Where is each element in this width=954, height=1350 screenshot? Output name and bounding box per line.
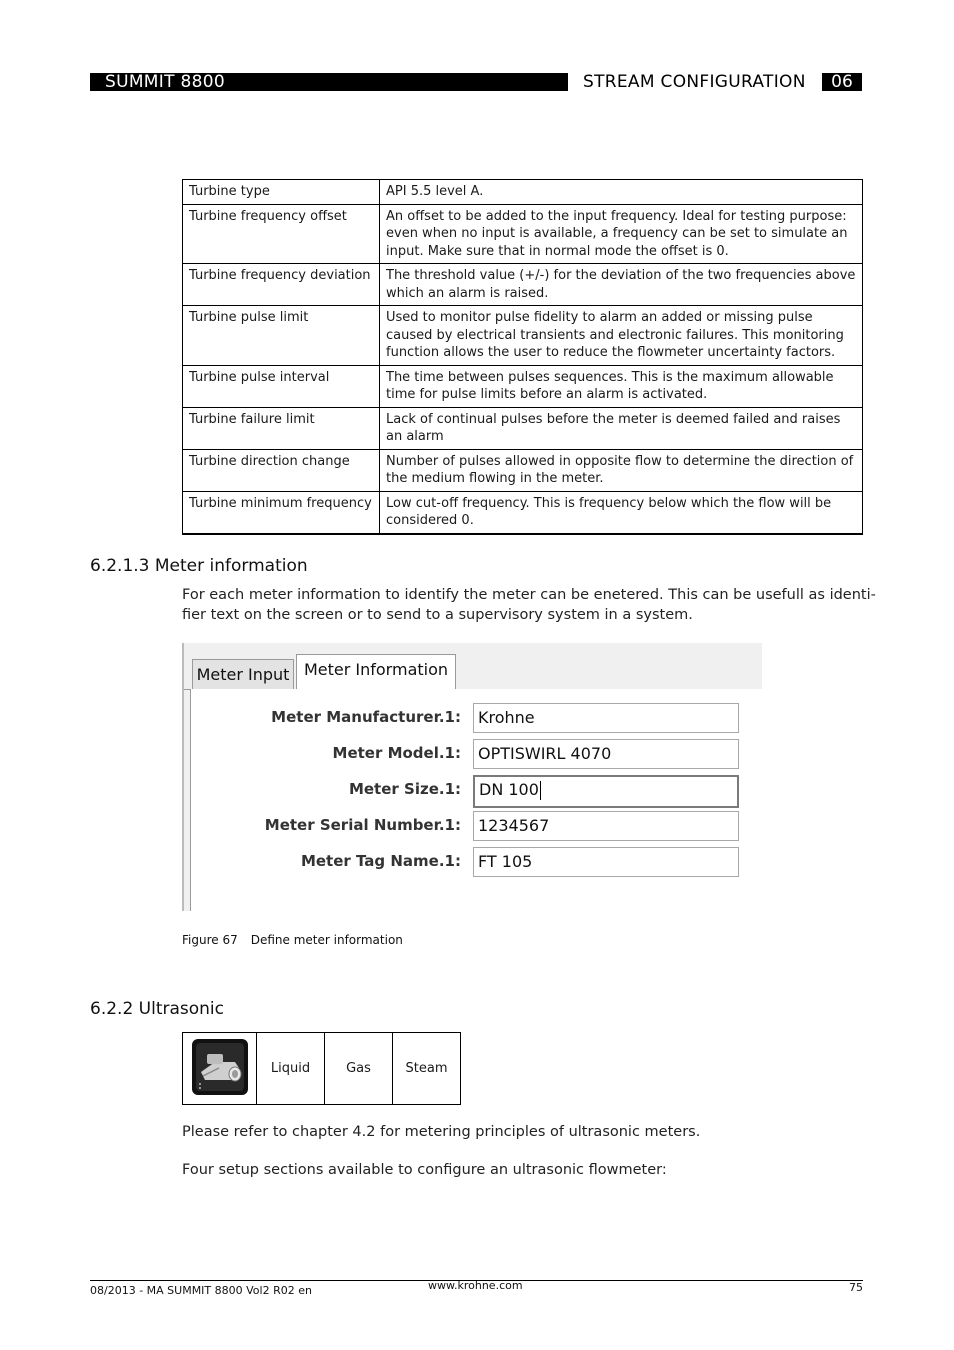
media-liquid: Liquid (257, 1033, 325, 1105)
param-description: The time between pulses sequences. This is the maximum allowable time for pulse limits before an alarm is activated. (380, 365, 863, 407)
table-row (183, 180, 863, 205)
param-name: Turbine frequency offset (183, 204, 380, 264)
param-description: Number of pulses allowed in opposite flow to determine the direction of the medium flowing in the meter. (380, 449, 863, 491)
table-row (183, 407, 863, 449)
ultrasonic-meter-icon (191, 1038, 249, 1096)
table-row (183, 491, 863, 534)
field-label-serial-number: Meter Serial Number.1: (264, 816, 461, 834)
param-description: Lack of continual pulses before the meter is deemed failed and raises an alarm (380, 407, 863, 449)
param-description: An offset to be added to the input frequency. Ideal for testing purpose: even when no input is available, a frequency can be set to simulate an input. Make sure that in normal mode the offset is 0. (380, 204, 863, 264)
media-table (182, 1032, 461, 1105)
param-name: Turbine pulse interval (183, 365, 380, 407)
tab-strip (184, 643, 762, 690)
serial-number-input[interactable]: 1234567 (473, 811, 739, 841)
text-caret (540, 781, 541, 800)
param-name: Turbine pulse limit (183, 306, 380, 366)
table-row (183, 365, 863, 407)
footer-doc-ref: 08/2013 - MA SUMMIT 8800 Vol2 R02 en (90, 1284, 312, 1297)
field-label-manufacturer: Meter Manufacturer.1: (271, 708, 461, 726)
model-input[interactable]: OPTISWIRL 4070 (473, 739, 739, 769)
meter-information-panel (190, 689, 762, 911)
param-name: Turbine failure limit (183, 407, 380, 449)
table-row (183, 204, 863, 264)
footer-page-number: 75 (849, 1281, 863, 1294)
paragraph: Four setup sections available to configure an ultrasonic flowmeter: (182, 1162, 667, 1178)
meter-information-screenshot (182, 643, 762, 911)
param-description: Low cut-off frequency. This is frequency below which the flow will be considered 0. (380, 491, 863, 534)
param-description: API 5.5 level A. (380, 180, 863, 205)
field-label-tag-name: Meter Tag Name.1: (300, 852, 461, 870)
size-input[interactable] (473, 775, 739, 808)
tab-meter-information[interactable]: Meter Information (296, 654, 456, 691)
footer-website: www.krohne.com (428, 1279, 523, 1292)
header-chapter-number: 06 (822, 73, 862, 91)
tag-name-input[interactable]: FT 105 (473, 847, 739, 877)
figure-caption (182, 932, 403, 948)
figure-number: Figure 67 (182, 933, 238, 947)
table-row (183, 449, 863, 491)
figure-caption-text: Define meter information (250, 933, 403, 947)
table-row (183, 306, 863, 366)
field-label-size: Meter Size.1: (348, 780, 461, 798)
manufacturer-input[interactable]: Krohne (473, 703, 739, 733)
param-description: Used to monitor pulse fidelity to alarm an added or missing pulse caused by electrical transients and electronic failures. This monitoring function allows the user to reduce the flowmeter uncertainty factors. (380, 306, 863, 366)
section-heading-ultrasonic: 6.2.2 Ultrasonic (90, 999, 224, 1019)
param-name: Turbine frequency deviation (183, 264, 380, 306)
table-row (183, 1033, 461, 1105)
param-name: Turbine minimum frequency (183, 491, 380, 534)
field-label-model: Meter Model.1: (332, 744, 461, 762)
header-product: SUMMIT 8800 (105, 72, 225, 92)
tab-meter-input[interactable]: Meter Input (192, 659, 294, 690)
header-section-title: STREAM CONFIGURATION (583, 72, 806, 92)
size-input-value: DN 100 (479, 780, 539, 799)
paragraph-line: For each meter information to identify the meter can be enetered. This can be usefull as identi- (182, 587, 876, 603)
param-name: Turbine type (183, 180, 380, 205)
media-gas: Gas (325, 1033, 393, 1105)
paragraph: Please refer to chapter 4.2 for metering principles of ultrasonic meters. (182, 1124, 701, 1140)
turbine-parameter-table (182, 179, 863, 535)
ultrasonic-meter-icon-cell (183, 1033, 257, 1105)
paragraph-line: fier text on the screen or to send to a supervisory system in a system. (182, 607, 693, 623)
section-heading-meter-information: 6.2.1.3 Meter information (90, 556, 308, 576)
table-row (183, 264, 863, 306)
param-description: The threshold value (+/-) for the deviation of the two frequencies above which an alarm is raised. (380, 264, 863, 306)
param-name: Turbine direction change (183, 449, 380, 491)
media-steam: Steam (393, 1033, 461, 1105)
